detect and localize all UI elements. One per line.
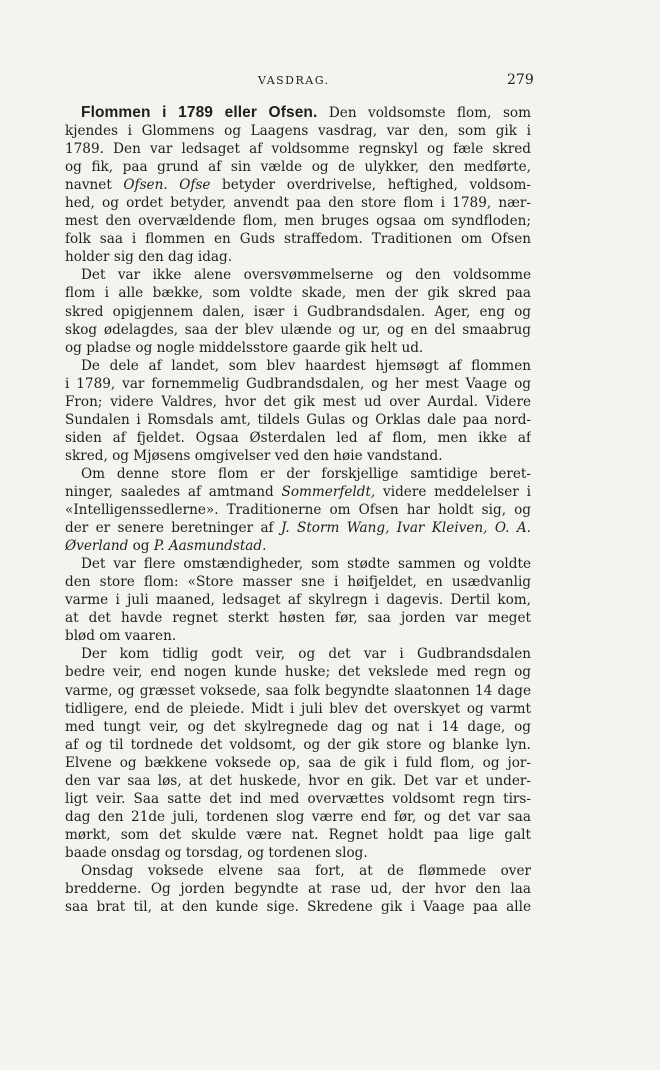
text-line: «Intelligenssedlerne». Traditionerne om Ofsen har holdt sig, og (65, 502, 531, 519)
text-line: Elvene og bækkene voksede op, saa de gik i fuld flom, og jor- (65, 754, 531, 771)
page-header (0, 74, 660, 94)
text-line: Sundalen i Romsdals amt, tildels Gulas og Orklas dale paa nord- (65, 411, 531, 428)
text-line: og pladse og nogle middelsstore gaarde gik helt ud. (65, 339, 424, 356)
text-line: Det var flere omstændigheder, som stødte sammen og voldte (81, 556, 531, 573)
text-line: skred, og Mjøsens omgivelser ved den høie vandstand. (65, 447, 443, 464)
text-line: blød om vaaren. (65, 628, 177, 645)
text-line: skred opigjennem dalen, især i Gudbrandsdalen. Ager, eng og (65, 303, 531, 320)
text-line: der er senere beretninger af J. Storm Wang, Ivar Kleiven, O. A. (65, 520, 531, 537)
text-line: dag den 21de juli, tordenen slog værre end før, og det var saa (65, 808, 531, 825)
text-line: Der kom tidlig godt veir, og det var i Gudbrandsdalen (81, 646, 531, 663)
text-line: mest den overvældende flom, men bruges ogsaa om syndfloden; (65, 213, 531, 230)
text-line: Øverland og P. Aasmundstad. (65, 538, 267, 555)
text-line: mørkt, som det skulde være nat. Regnet holdt paa lige galt (65, 826, 531, 843)
text-line: varme, og græsset voksede, saa folk begyndte slaatonnen 14 dage (65, 682, 531, 699)
text-line: at det havde regnet sterkt høsten før, saa jorden var meget (65, 610, 531, 627)
text-line: baade onsdag og torsdag, og tordenen slog. (65, 844, 368, 861)
body-text (65, 104, 531, 916)
text-line: De dele af landet, som blev haardest hjemsøgt af flommen (81, 357, 531, 374)
text-line: ligt veir. Saa satte det ind med overvættes voldsomt regn tirs- (65, 790, 531, 807)
text-line: kjendes i Glommens og Laagens vasdrag, var den, som gik i (65, 123, 531, 140)
text-line: saa brat til, at den kunde sige. Skredene gik i Vaage paa alle (65, 899, 531, 916)
page-number: 279 (507, 72, 534, 88)
text-line: med tungt veir, og det skylregnede dag og nat i 14 dage, og (65, 718, 531, 735)
text-line: bedre veir, end nogen kunde huske; det vekslede med regn og (65, 664, 531, 681)
text-line: i 1789, var fornemmelig Gudbrandsdalen, og her mest Vaage og (65, 375, 531, 392)
text-line: folk saa i flommen en Guds straffedom. Traditionen om Ofsen (65, 231, 531, 248)
text-line: skog ødelagdes, saa der blev ulænde og ur, og en del smaabrug (65, 321, 531, 338)
text-line: flom i alle bække, som voldte skade, men der gik skred paa (65, 285, 531, 302)
text-line: tidligere, end de pleiede. Midt i juli blev det overskyet og varmt (65, 700, 531, 717)
text-line: hed, og ordet betyder, anvendt paa den store flom i 1789, nær- (65, 195, 531, 212)
text-line: Flommen i 1789 eller Ofsen. Den voldsomste flom, som (81, 104, 531, 121)
text-line: den var saa løs, at det huskede, hvor en gik. Det var et under- (65, 772, 531, 789)
text-line: Fron; videre Valdres, hvor det gik mest ud over Aurdal. Videre (65, 393, 531, 410)
text-line: den store flom: «Store masser sne i høifjeldet, en usædvanlig (65, 574, 531, 591)
text-line: varme i juli maaned, ledsaget af skylregn i dagevis. Dertil kom, (65, 592, 531, 609)
section-title: Flommen i 1789 eller Ofsen. (81, 104, 318, 121)
text-line: Onsdag voksede elvene saa fort, at de flømmede over (81, 862, 531, 879)
text-line: ninger, saaledes af amtmand Sommerfeldt, videre meddelelser i (65, 483, 531, 500)
text-line: navnet Ofsen. Ofse betyder overdrivelse, heftighed, voldsom- (65, 177, 531, 194)
text-line: af og til tordnede det voldsomt, og der gik store og blanke lyn. (65, 736, 531, 753)
text-line: Det var ikke alene oversvømmelserne og den voldsomme (81, 267, 531, 284)
text-line: holder sig den dag idag. (65, 249, 233, 266)
text-line: bredderne. Og jorden begyndte at rase ud, der hvor den laa (65, 881, 531, 898)
text-line: siden af fjeldet. Ogsaa Østerdalen led af flom, men ikke af (65, 429, 531, 446)
text-line: 1789. Den var ledsaget af voldsomme regnskyl og fæle skred (65, 141, 531, 158)
text-line: og fik, paa grund af sin vælde og de ulykker, den medførte, (65, 159, 531, 176)
text-line: Om denne store flom er der forskjellige samtidige beret- (81, 465, 531, 482)
running-head: VASDRAG. (258, 74, 330, 87)
